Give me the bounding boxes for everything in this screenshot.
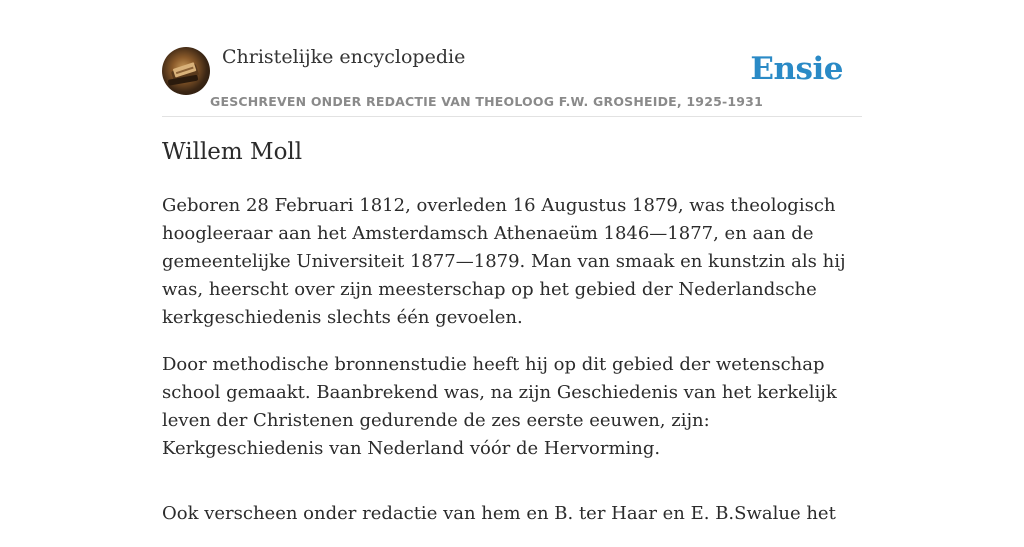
article-paragraph: Geboren 28 Februari 1812, overleden 16 Augustus 1879, was theologisch hoogleeraar aan het Amsterdamsch Athenaeüm 1846—1877, en aan de gemeentelijke Universiteit 1877—1879. Man van smaak en kunstzin als hij was, heerscht over zijn meesterschap op het gebied der Nederlandsche kerkgeschiedenis slechts één gevoelen. — [162, 195, 846, 328]
article-paragraph: Ook verscheen onder redactie van hem en B. ter Haar en E. B.Swalue het — [162, 503, 836, 524]
site-title[interactable]: Christelijke encyclopedie — [222, 46, 466, 68]
book-photo-icon[interactable] — [162, 47, 210, 95]
article-body — [162, 192, 862, 547]
site-header — [162, 0, 862, 117]
article-paragraph: Door methodische bronnenstudie heeft hij op dit gebied der wetenschap school gemaakt. Baanbrekend was, na zijn Geschiedenis van het kerkelijk leven der Christenen gedurende de zes eerste eeuwen, zijn: Kerkgeschiedenis van Nederland vóór de Hervorming. — [162, 354, 837, 459]
site-subtitle: GESCHREVEN ONDER REDACTIE VAN THEOLOOG F.W. GROSHEIDE, 1925-1931 — [210, 94, 763, 109]
brand-logo-link[interactable]: Ensie — [750, 51, 843, 87]
page-container — [162, 0, 862, 524]
article-title: Willem Moll — [162, 139, 303, 165]
